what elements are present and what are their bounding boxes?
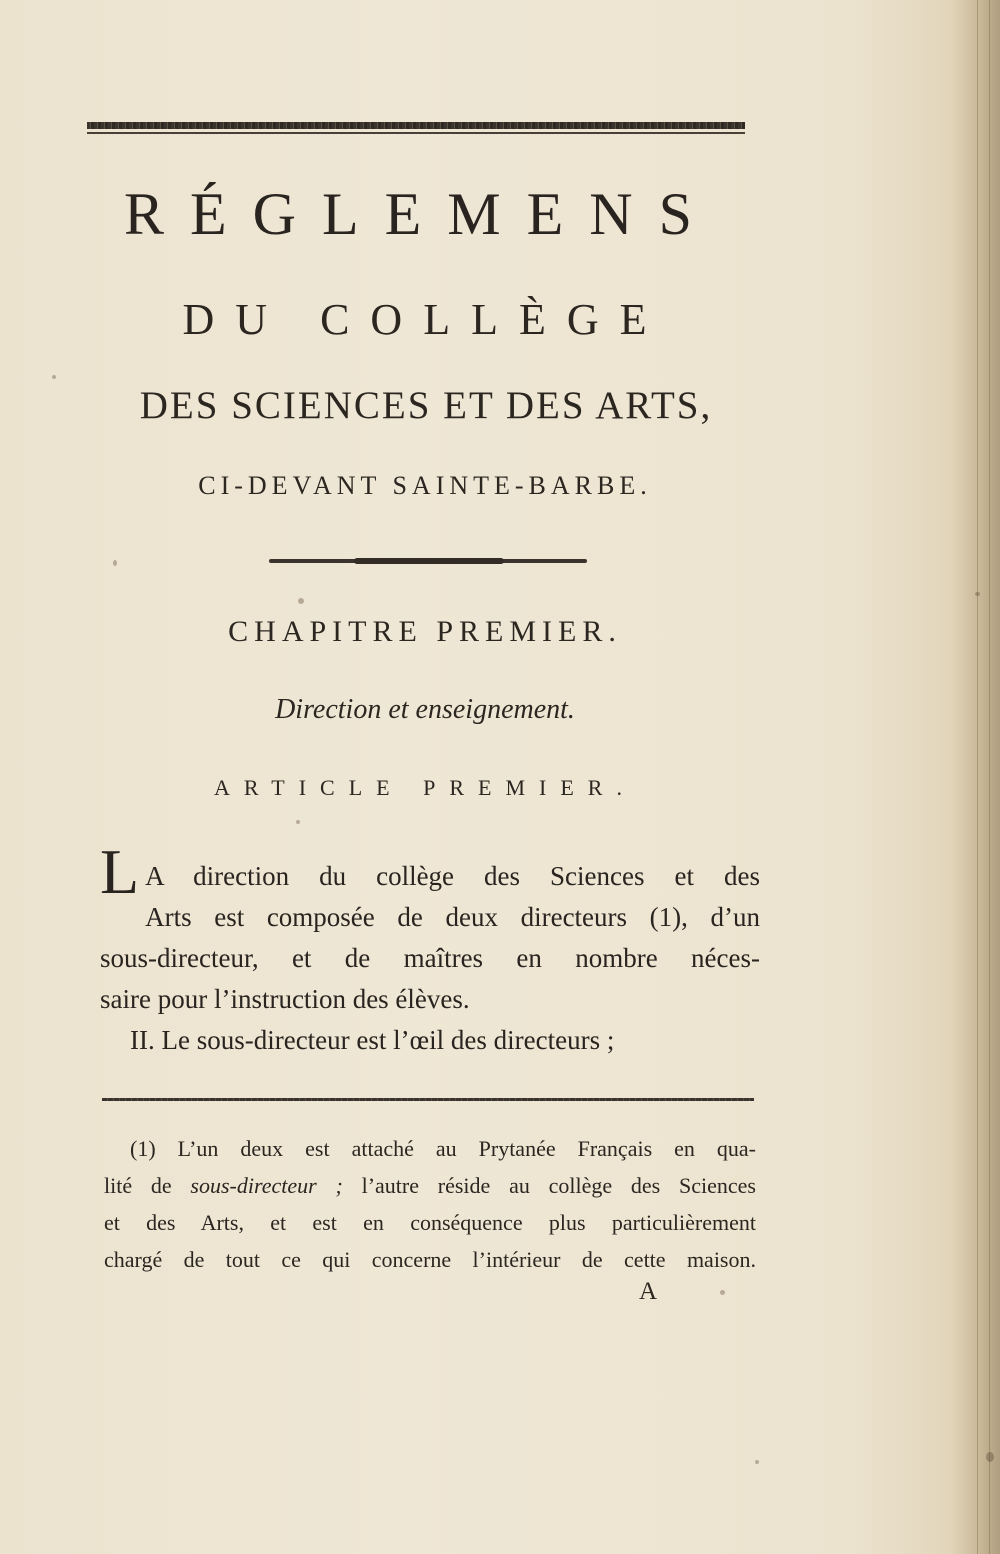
article-heading: ARTICLE PREMIER. [214,775,636,800]
chapter-subtitle: Direction et enseignement. [275,694,575,725]
body-line: sous-directeur, et de maîtres en nombre néces- [100,943,760,973]
footnote-line [104,1167,756,1204]
paper-speck [296,820,300,824]
body-line: A direction du collège des Sciences et des [145,861,760,891]
body-line: saire pour l’instruction des élèves. [100,984,470,1014]
body-text [100,836,760,1061]
footnote-line: et des Arts, et est en conséquence plus particulièrement [104,1210,756,1235]
title-line-2: DU COLLÈGE [182,295,668,344]
footnote-line: chargé de tout ce qui concerne l’intérieur de cette maison. [104,1247,756,1272]
title-line-1: RÉGLEMENS [124,181,718,247]
signature-mark: A [638,1278,658,1305]
top-ornamental-rule [87,122,745,129]
paper-speck [755,1460,759,1464]
footnote [104,1130,756,1278]
footnote-rule [102,1098,754,1101]
paper-speck [986,1452,994,1462]
paper-speck [52,375,56,379]
footnote-line: (1) L’un deux est attaché au Prytanée Français en qua- [130,1136,756,1161]
top-thin-rule [87,132,745,134]
footnote-text: l’autre réside au collège des Sciences [342,1173,756,1198]
title-line-4: CI-DEVANT SAINTE-BARBE. [198,471,652,500]
middle-ornamental-rule [269,559,587,563]
page-edge-line [989,0,990,1554]
footnote-text: lité de [104,1173,191,1198]
chapter-heading: CHAPITRE PREMIER. [228,615,622,648]
page-edge-line [977,0,978,1554]
body-line: II. Le sous-directeur est l’œil des directeurs ; [130,1025,615,1055]
title-line-3: DES SCIENCES ET DES ARTS, [139,384,713,427]
footnote-italic: sous-directeur ; [190,1173,343,1198]
paper-speck [975,592,980,596]
body-line: Arts est composée de deux directeurs (1), d’un [145,902,760,932]
page-edge-shadow [952,0,1000,1554]
paper-speck [720,1290,725,1295]
drop-cap: L [100,836,140,907]
paper-speck [113,560,117,566]
paper-speck [298,598,304,604]
